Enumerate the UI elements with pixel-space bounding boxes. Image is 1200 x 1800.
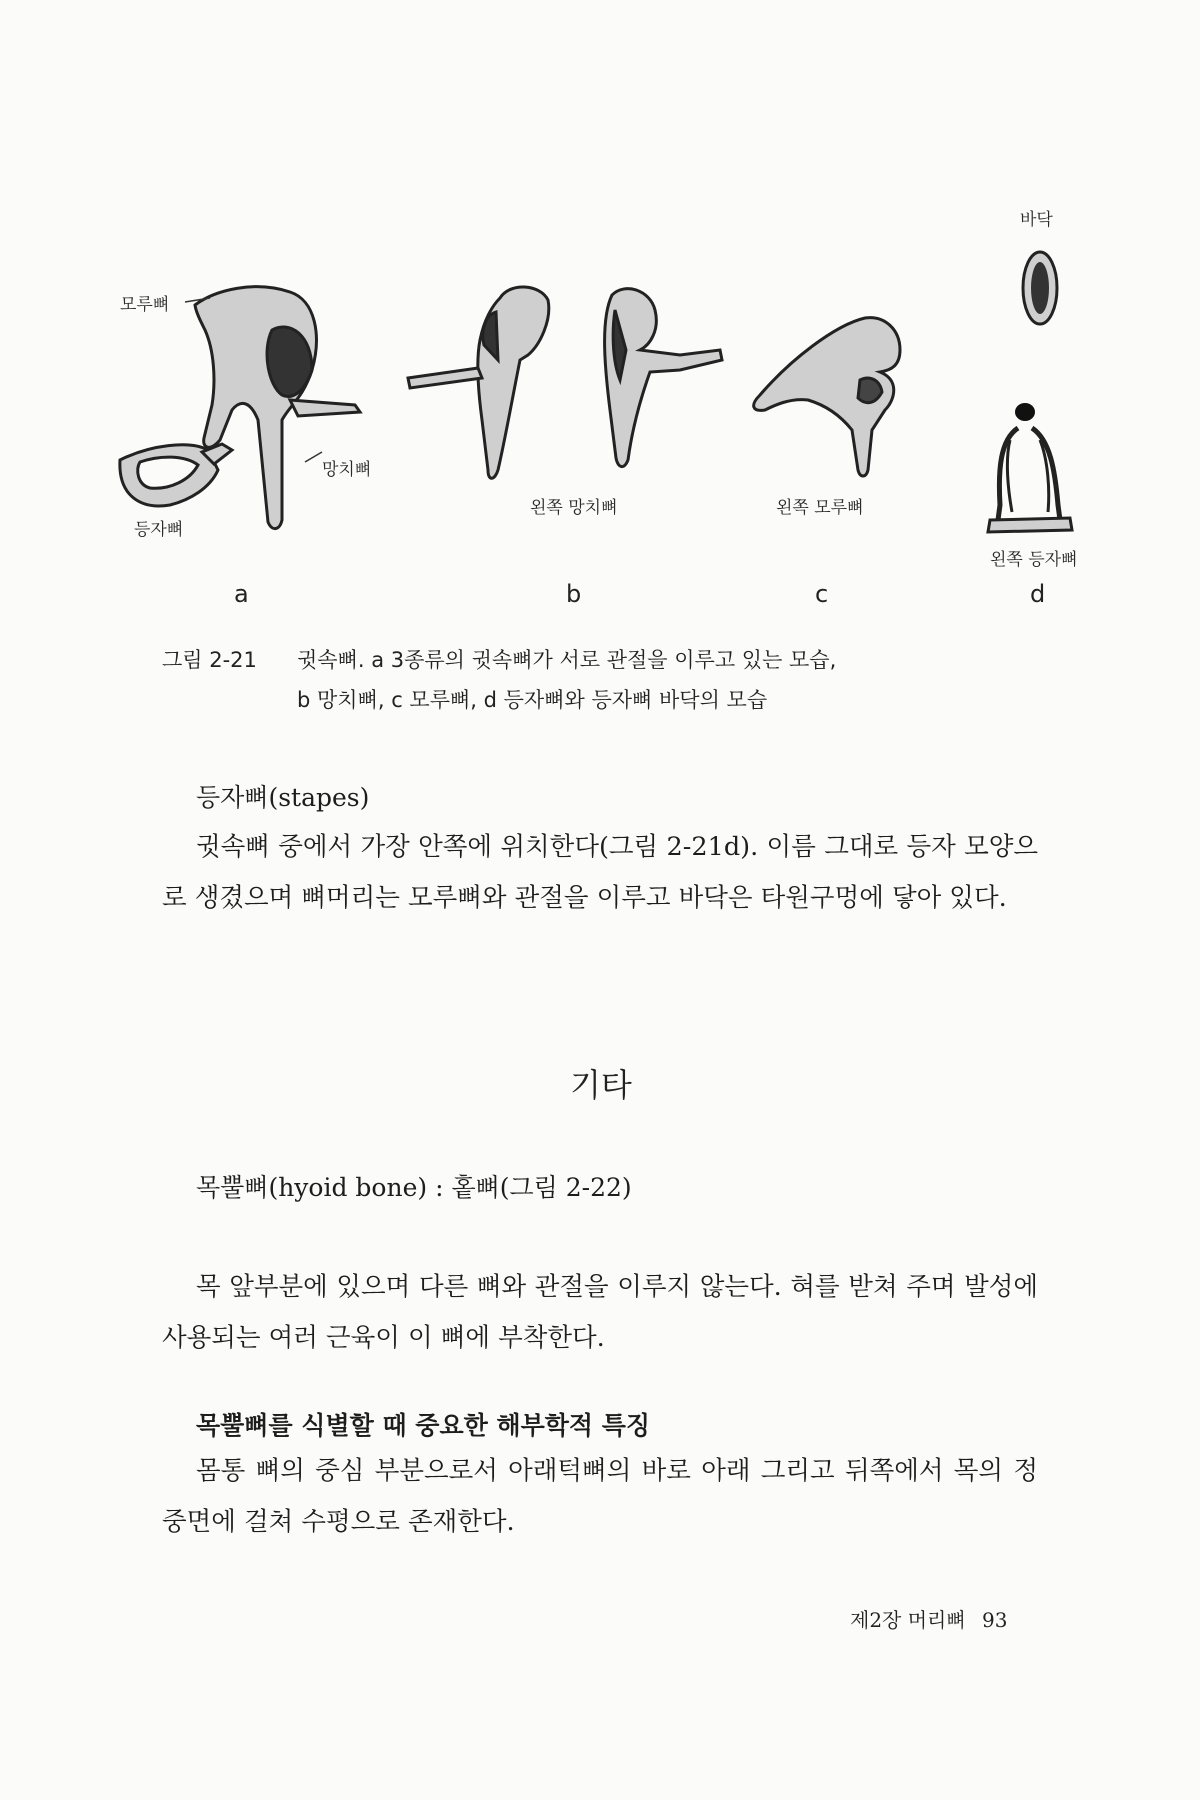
panel-letter-a: a (234, 580, 249, 608)
label-malleus: 망치뼈 (322, 460, 372, 480)
caption-number: 그림 2-21 (162, 648, 257, 672)
panel-letter-d: d (1030, 580, 1046, 608)
stapes-paragraph: 귓속뼈 중에서 가장 안쪽에 위치한다(그림 2-21d). 이름 그대로 등자 모양으로 생겼으며 뼈머리는 모루뼈와 관절을 이루고 바닥은 타원구멍에 닿아 있다. (162, 832, 1038, 913)
features-heading: 목뿔뼈를 식별할 때 중요한 해부학적 특징 (196, 1411, 651, 1440)
label-incus: 모루뼈 (120, 295, 170, 315)
malleus-second-view-drawing (605, 289, 722, 467)
figure-caption (162, 640, 257, 680)
label-left-stapes: 왼쪽 등자뼈 (990, 550, 1078, 570)
label-base: 바닥 (1020, 210, 1053, 230)
section-title-other: 기타 (570, 1066, 632, 1104)
panel-letter-c: c (815, 580, 829, 608)
label-left-malleus: 왼쪽 망치뼈 (530, 498, 618, 518)
caption-line-1: 귓속뼈. a 3종류의 귓속뼈가 서로 관절을 이루고 있는 모습, (297, 648, 837, 672)
stapes-drawing (988, 403, 1072, 532)
features-paragraph: 몸통 뼈의 중심 부분으로서 아래턱뼈의 바로 아래 그리고 뒤쪽에서 목의 정중면에 걸쳐 수평으로 존재한다. (162, 1456, 1038, 1537)
stapes-base-drawing (1023, 252, 1057, 324)
panel-letter-b: b (566, 580, 582, 608)
hyoid-heading: 목뿔뼈(hyoid bone) : 홑뼈(그림 2-22) (196, 1173, 632, 1202)
hyoid-paragraph: 목 앞부분에 있으며 다른 뼈와 관절을 이루지 않는다. 혀를 받쳐 주며 발성에 사용되는 여러 근육이 이 뼈에 부착한다. (162, 1272, 1038, 1353)
label-stapes: 등자뼈 (134, 520, 184, 540)
malleus-drawing (408, 287, 549, 478)
footer-page-number: 93 (982, 1608, 1008, 1632)
ossicles-assembled-drawing (120, 287, 360, 529)
footer-chapter: 제2장 머리뼈 (850, 1608, 966, 1632)
caption-line-2: b 망치뼈, c 모루뼈, d 등자뼈와 등자뼈 바닥의 모습 (297, 688, 768, 712)
incus-drawing (754, 318, 900, 476)
stapes-heading: 등자뼈(stapes) (196, 783, 370, 812)
page-footer (850, 1604, 1008, 1633)
label-left-incus: 왼쪽 모루뼈 (776, 498, 864, 518)
